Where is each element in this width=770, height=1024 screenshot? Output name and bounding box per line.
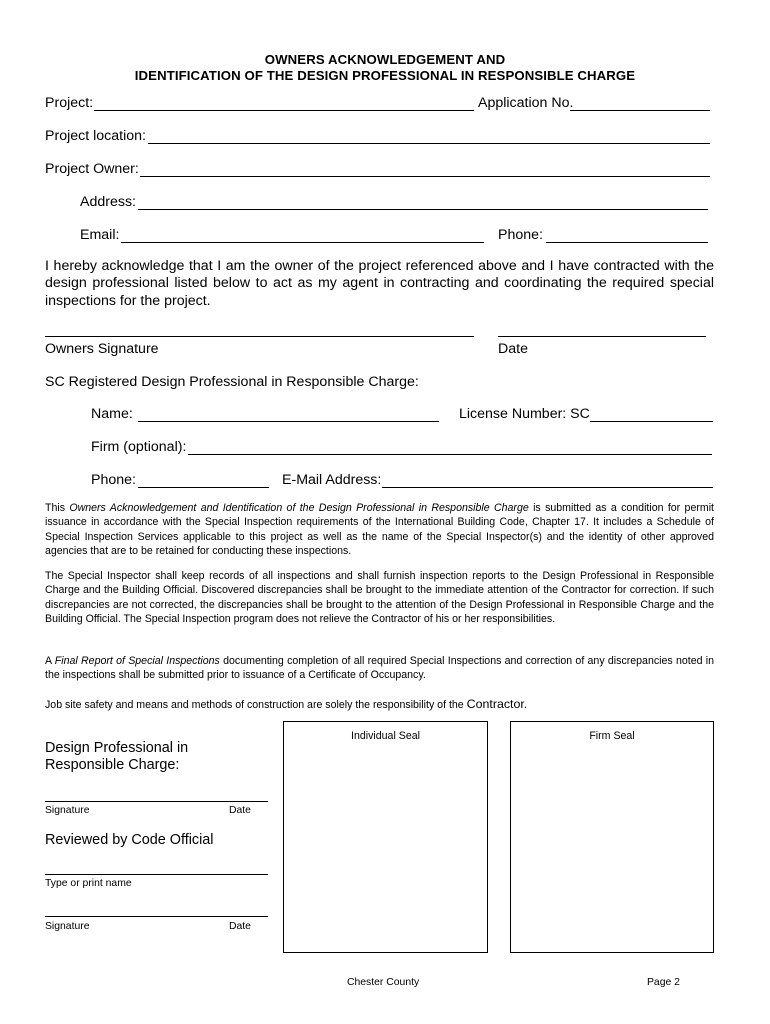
firm-seal-box[interactable] <box>510 721 714 953</box>
paragraph-submission-condition <box>45 501 714 559</box>
dp-name-input[interactable] <box>140 405 439 421</box>
form-title-line2: IDENTIFICATION OF THE DESIGN PROFESSIONAL IN RESPONSIBLE CHARGE <box>134 68 636 83</box>
para4-text: Job site safety and means and methods of construction are solely the responsibility of the <box>45 699 467 711</box>
owner-phone-underline <box>546 242 708 243</box>
para4-contractor: Contractor. <box>466 697 528 711</box>
address-input[interactable] <box>140 193 708 209</box>
dp-phone-underline <box>138 487 269 488</box>
owner-email-label: Email: <box>80 227 120 243</box>
dp-date-label: Date <box>229 805 251 816</box>
paragraph-special-inspector: The Special Inspector shall keep records of all inspections and shall furnish inspection reports to the Design Professional in Responsible Charge and the Building Official. Discovered discrepancies shall be brought to the immediate attention of the Contractor for correction. If such discrepancies are not corrected, the discrepancies shall be brought to the attention of the Design Professional in Responsible Charge and the Building Official. The Special Inspection program does not relieve the Contractor of his or her responsibilities. <box>45 570 714 626</box>
footer-county: Chester County <box>347 977 420 988</box>
dp-signature-line[interactable] <box>45 801 268 802</box>
project-location-label: Project location: <box>45 128 146 144</box>
application-number-underline <box>570 110 710 111</box>
dp-license-input[interactable] <box>592 405 713 421</box>
dp-email-input[interactable] <box>384 471 713 487</box>
owner-signature-line[interactable] <box>45 336 474 337</box>
form-title-line1: OWNERS ACKNOWLEDGEMENT AND <box>264 52 506 67</box>
dp-name-underline <box>138 421 439 422</box>
project-underline <box>94 110 474 111</box>
footer-page-number: Page 2 <box>647 977 680 988</box>
dp-signature-heading-line2: Responsible Charge: <box>45 757 180 773</box>
dp-license-label: License Number: SC <box>459 406 590 422</box>
dp-firm-underline <box>188 454 712 455</box>
dp-email-label: E-Mail Address: <box>282 472 382 488</box>
address-label: Address: <box>80 194 136 210</box>
official-date-label: Date <box>229 921 251 932</box>
project-label: Project: <box>45 95 94 111</box>
para1-document-title: Owners Acknowledgement and Identification of the Design Professional in Responsible Charge <box>69 502 529 514</box>
project-location-input[interactable] <box>150 127 710 143</box>
owner-signature-label: Owners Signature <box>45 341 159 357</box>
owner-date-line[interactable] <box>498 336 706 337</box>
design-professional-heading: SC Registered Design Professional in Responsible Charge: <box>45 374 419 390</box>
application-number-label: Application No. <box>478 95 574 111</box>
acknowledgement-text: I hereby acknowledge that I am the owner of the project referenced above and I have contracted with the design professional listed below to act as my agent in contracting and coordinating the required special inspections for the project. <box>45 258 714 309</box>
project-owner-input[interactable] <box>142 160 710 176</box>
dp-phone-input[interactable] <box>140 471 269 487</box>
para3-rest: documenting completion of all required Special Inspections and correction of any discrepancies noted in the inspections shall be submitted prior to issuance of a Certificate of Occupancy. <box>45 655 715 682</box>
owner-email-underline <box>121 242 484 243</box>
para3-report-title: Final Report of Special Inspections <box>54 655 220 667</box>
owner-phone-label: Phone: <box>498 227 543 243</box>
project-location-underline <box>148 143 710 144</box>
reviewed-by-code-official-heading: Reviewed by Code Official <box>45 832 214 848</box>
official-signature-label: Signature <box>45 921 90 932</box>
para1-prefix: This <box>45 502 70 514</box>
project-owner-label: Project Owner: <box>45 161 139 177</box>
application-number-input[interactable] <box>572 94 710 110</box>
dp-license-underline <box>590 421 713 422</box>
paragraph-job-site-safety <box>45 697 714 712</box>
project-owner-underline <box>140 176 710 177</box>
type-print-name-line[interactable] <box>45 874 268 875</box>
dp-firm-input[interactable] <box>190 438 712 454</box>
individual-seal-label: Individual Seal <box>351 730 420 742</box>
owner-date-label: Date <box>498 341 528 357</box>
type-print-name-label: Type or print name <box>45 878 132 889</box>
dp-phone-label: Phone: <box>91 472 136 488</box>
dp-firm-label: Firm (optional): <box>91 439 187 455</box>
owner-phone-input[interactable] <box>548 226 708 242</box>
firm-seal-label: Firm Seal <box>589 730 635 742</box>
paragraph-final-report <box>45 654 714 683</box>
para1-rest: is submitted as a condition for permit issuance in accordance with the Special Inspection requirements of the International Building Code, Chapter 17. It includes a Schedule of Special Inspection Services applicable to this project as well as the name of the Special Inspector(s) and the identity of other approved agencies that are to be retained for conducting these inspections. <box>45 502 714 558</box>
address-underline <box>138 209 708 210</box>
para3-prefix: A <box>45 655 55 667</box>
dp-signature-label: Signature <box>45 805 90 816</box>
owner-email-input[interactable] <box>123 226 484 242</box>
dp-email-underline <box>382 487 713 488</box>
dp-name-label: Name: <box>91 406 133 422</box>
official-signature-line[interactable] <box>45 916 268 917</box>
individual-seal-box[interactable] <box>283 721 488 953</box>
project-input[interactable] <box>96 94 474 110</box>
dp-signature-heading-line1: Design Professional in <box>45 740 189 756</box>
